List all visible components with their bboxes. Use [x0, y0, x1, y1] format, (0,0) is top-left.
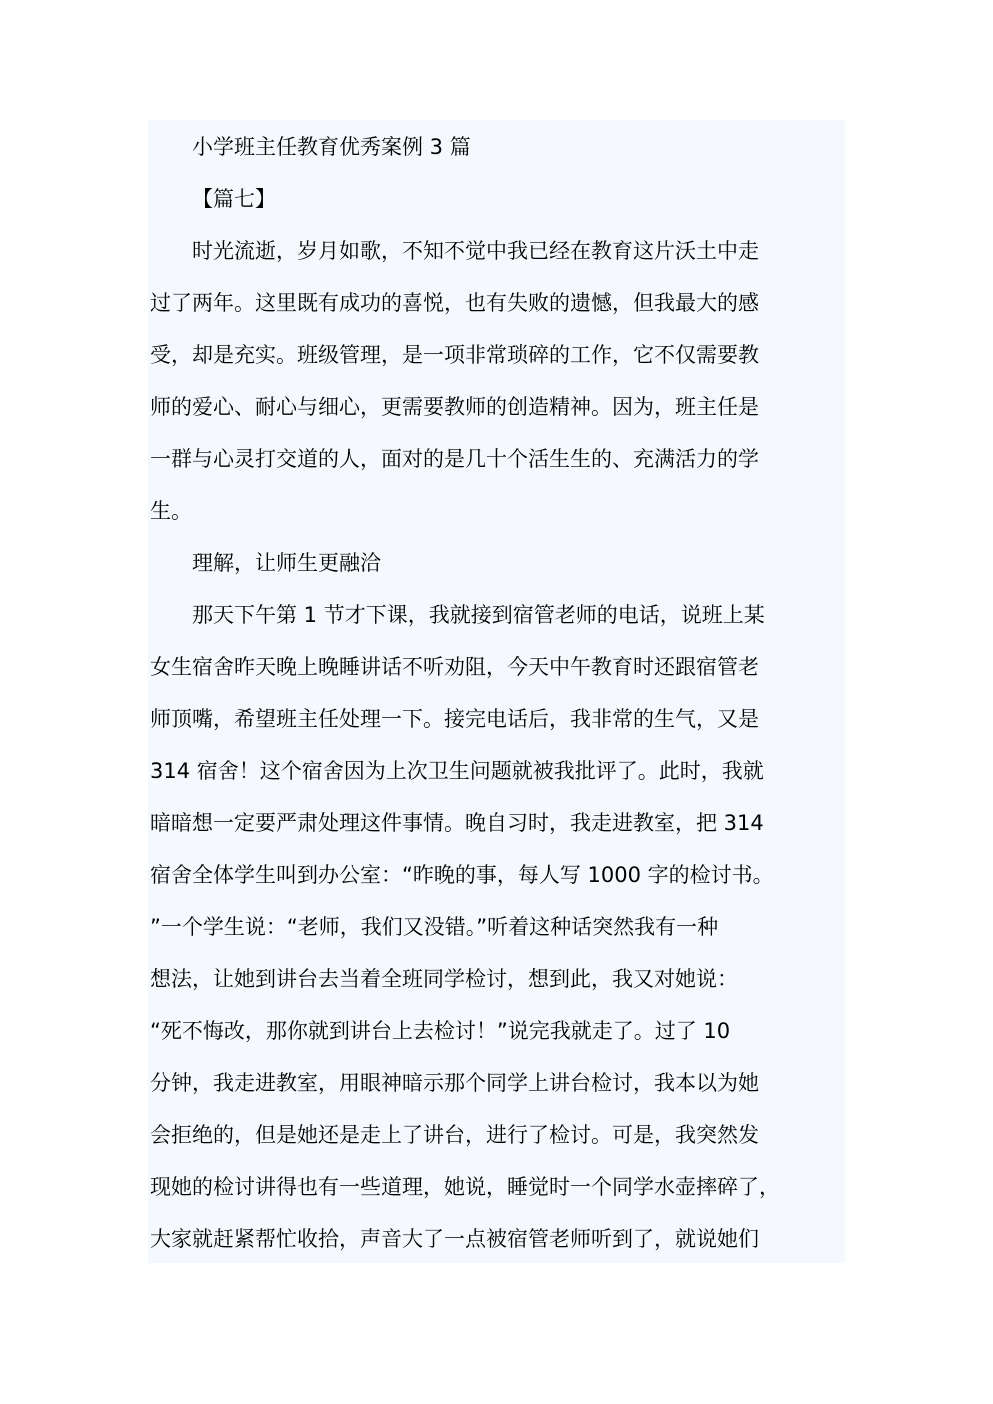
subheading: 理解，让师生更融洽 [192, 551, 381, 575]
paragraph-line: 一群与心灵打交道的人，面对的是几十个活生生的、充满活力的学 [150, 447, 759, 471]
paragraph-line: 女生宿舍昨天晚上晚睡讲话不听劝阻，今天中午教育时还跟宿管老 [150, 655, 759, 679]
document-title: 小学班主任教育优秀案例 3 篇 [192, 135, 471, 159]
paragraph-line: 宿舍全体学生叫到办公室：“昨晚的事，每人写 1000 字的检讨书。 [150, 863, 774, 887]
document-page [148, 120, 845, 1263]
paragraph-line: 过了两年。这里既有成功的喜悦，也有失败的遗憾，但我最大的感 [150, 291, 759, 315]
paragraph-line: 314 宿舍！这个宿舍因为上次卫生问题就被我批评了。此时，我就 [150, 759, 764, 783]
paragraph-line: 现她的检讨讲得也有一些道理，她说，睡觉时一个同学水壶摔碎了， [150, 1175, 780, 1199]
paragraph-line: 受，却是充实。班级管理，是一项非常琐碎的工作，它不仅需要教 [150, 343, 759, 367]
paragraph-line: 生。 [150, 499, 192, 523]
paragraph-line: 大家就赶紧帮忙收拾，声音大了一点被宿管老师听到了，就说她们 [150, 1227, 759, 1251]
paragraph-line: 师顶嘴，希望班主任处理一下。接完电话后，我非常的生气，又是 [150, 707, 759, 731]
paragraph-line: 那天下午第 1 节才下课，我就接到宿管老师的电话，说班上某 [192, 603, 765, 627]
paragraph-line: ”一个学生说：“老师，我们又没错。”听着这种话突然我有一种 [150, 915, 719, 939]
paragraph-line: 想法，让她到讲台去当着全班同学检讨，想到此，我又对她说： [150, 967, 738, 991]
paragraph-line: 会拒绝的，但是她还是走上了讲台，进行了检讨。可是，我突然发 [150, 1123, 759, 1147]
paragraph-line: 暗暗想一定要严肃处理这件事情。晚自习时，我走进教室，把 314 [150, 811, 764, 835]
section-marker: 【篇七】 [192, 187, 276, 211]
paragraph-line: 师的爱心、耐心与细心，更需要教师的创造精神。因为，班主任是 [150, 395, 759, 419]
paragraph-line: “死不悔改，那你就到讲台上去检讨！”说完我就走了。过了 10 [150, 1019, 731, 1043]
paragraph-line: 时光流逝，岁月如歌，不知不觉中我已经在教育这片沃土中走 [192, 239, 759, 263]
paragraph-line: 分钟，我走进教室，用眼神暗示那个同学上讲台检讨，我本以为她 [150, 1071, 759, 1095]
